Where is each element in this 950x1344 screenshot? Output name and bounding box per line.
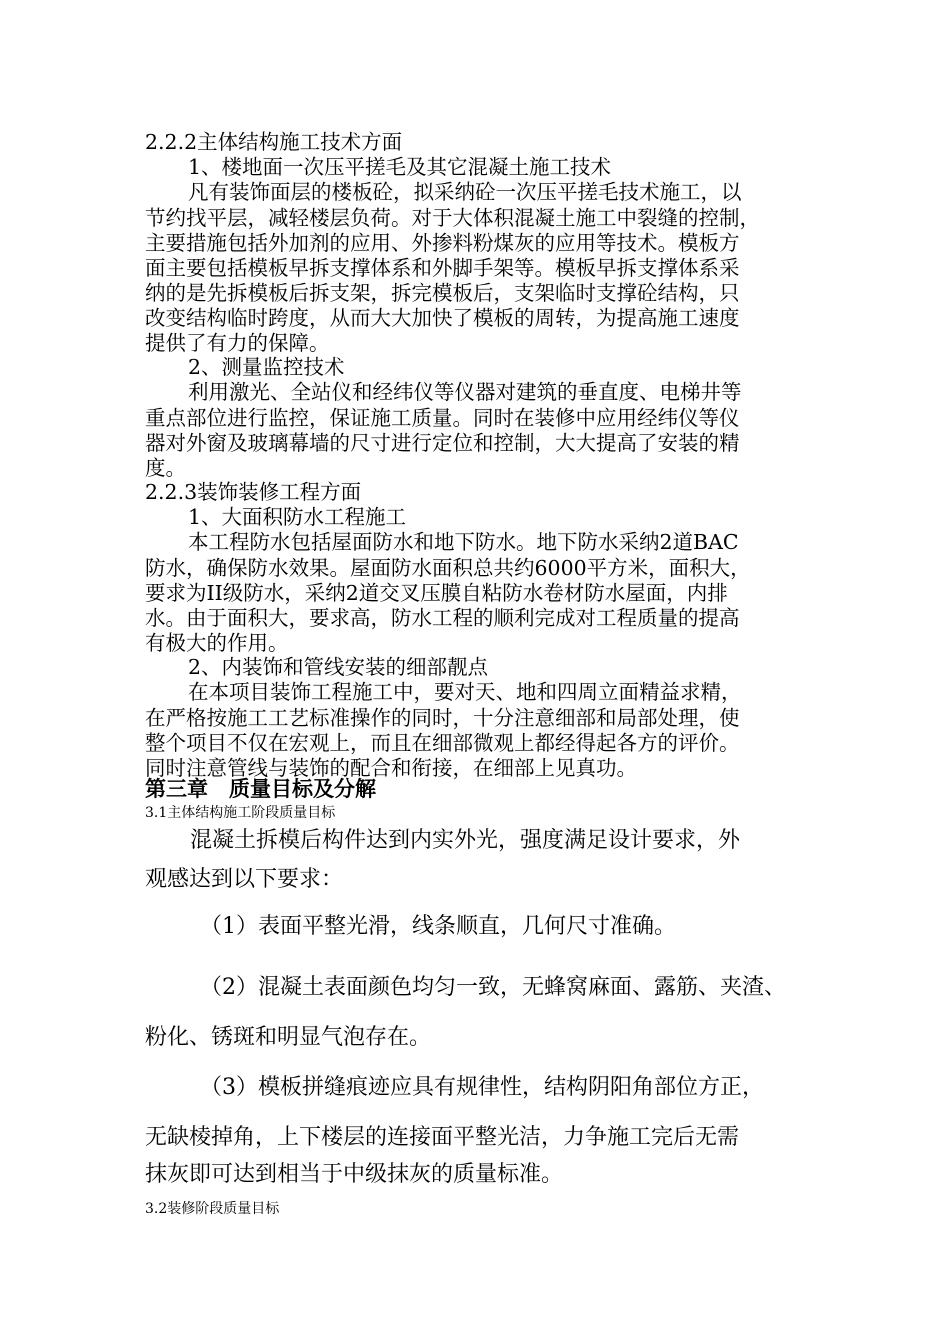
paragraph-line: 在严格按施工工艺标准操作的同时，十分注意细部和局部处理，使	[145, 706, 740, 730]
paragraph-line: 同时注意管线与装饰的配合和衔接，在细部上见真功。	[145, 756, 637, 780]
paragraph-line: 主要措施包括外加剂的应用、外掺料粉煤灰的应用等技术。模板方	[145, 231, 740, 255]
requirement-3-line: （3）模板拼缝痕迹应具有规律性，结构阴阳角部位方正，	[200, 1075, 764, 1100]
paragraph-line: 重点部位进行监控，保证施工质量。同时在装修中应用经纬仪等仪	[145, 406, 740, 430]
paragraph-line: 防水，确保防水效果。屋面防水面积总共约6000平方米，面积大，	[145, 556, 751, 580]
section-heading-2-2-2: 2.2.2主体结构施工技术方面	[145, 130, 403, 154]
subheading-survey-technique: 2、测量监控技术	[188, 355, 345, 379]
requirement-3-line: 抹灰即可达到相当于中级抹灰的质量标准。	[145, 1162, 564, 1187]
paragraph-line: 器对外窗及玻璃幕墙的尺寸进行定位和控制，大大提高了安装的精	[145, 431, 740, 455]
paragraph-line: 度。	[145, 456, 186, 480]
subheading-floor-technique: 1、楼地面一次压平搓毛及其它混凝土施工技术	[188, 155, 612, 179]
requirement-2-line: 粉化、锈斑和明显气泡存在。	[145, 1025, 432, 1050]
paragraph-line: 混凝土拆模后构件达到内实外光，强度满足设计要求，外	[190, 828, 741, 853]
section-heading-2-2-3: 2.2.3装饰装修工程方面	[145, 480, 362, 504]
requirement-3-line: 无缺棱掉角，上下楼层的连接面平整光洁，力争施工完后无需	[145, 1125, 740, 1150]
paragraph-line: 水。由于面积大，要求高，防水工程的顺利完成对工程质量的提高	[145, 606, 740, 630]
paragraph-line: 有极大的作用。	[145, 631, 289, 655]
paragraph-line: 纳的是先拆模板后拆支架，拆完模板后，支架临时支撑砼结构，只	[145, 281, 740, 305]
paragraph-line: 本工程防水包括屋面防水和地下防水。地下防水采纳2道BAC	[188, 530, 739, 554]
requirement-1: （1）表面平整光滑，线条顺直，几何尺寸准确。	[200, 914, 676, 939]
paragraph-line: 改变结构临时跨度，从而大大加快了模板的周转，为提高施工速度	[145, 306, 740, 330]
paragraph-line: 提供了有力的保障。	[145, 331, 330, 355]
paragraph-line: 面主要包括模板早拆支撑体系和外脚手架等。模板早拆支撑体系采	[145, 256, 740, 280]
paragraph-line: 观感达到以下要求：	[145, 867, 344, 892]
paragraph-line: 整个项目不仅在宏观上，而且在细部微观上都经得起各方的评价。	[145, 731, 740, 755]
subsection-heading-3-2: 3.2装修阶段质量目标	[145, 1201, 280, 1217]
requirement-2-line: （2）混凝土表面颜色均匀一致，无蜂窝麻面、露筋、夹渣、	[200, 975, 786, 1000]
subheading-waterproofing: 1、大面积防水工程施工	[188, 505, 407, 529]
paragraph-line: 在本项目装饰工程施工中，要对天、地和四周立面精益求精，	[188, 680, 742, 704]
paragraph-line: 要求为II级防水，采纳2道交叉压膜自粘防水卷材防水屋面，内排	[145, 581, 728, 605]
chapter-title: 第三章 质量目标及分解	[145, 777, 376, 801]
paragraph-line: 利用激光、全站仪和经纬仪等仪器对建筑的垂直度、电梯井等	[188, 380, 742, 404]
subsection-heading-3-1: 3.1主体结构施工阶段质量目标	[145, 805, 336, 821]
subheading-interior-details: 2、内装饰和管线安装的细部靓点	[188, 655, 489, 679]
paragraph-line: 凡有装饰面层的楼板砼，拟采纳砼一次压平搓毛技术施工，以	[188, 180, 742, 204]
paragraph-line: 节约找平层，减轻楼层负荷。对于大体积混凝土施工中裂缝的控制，	[145, 206, 760, 230]
